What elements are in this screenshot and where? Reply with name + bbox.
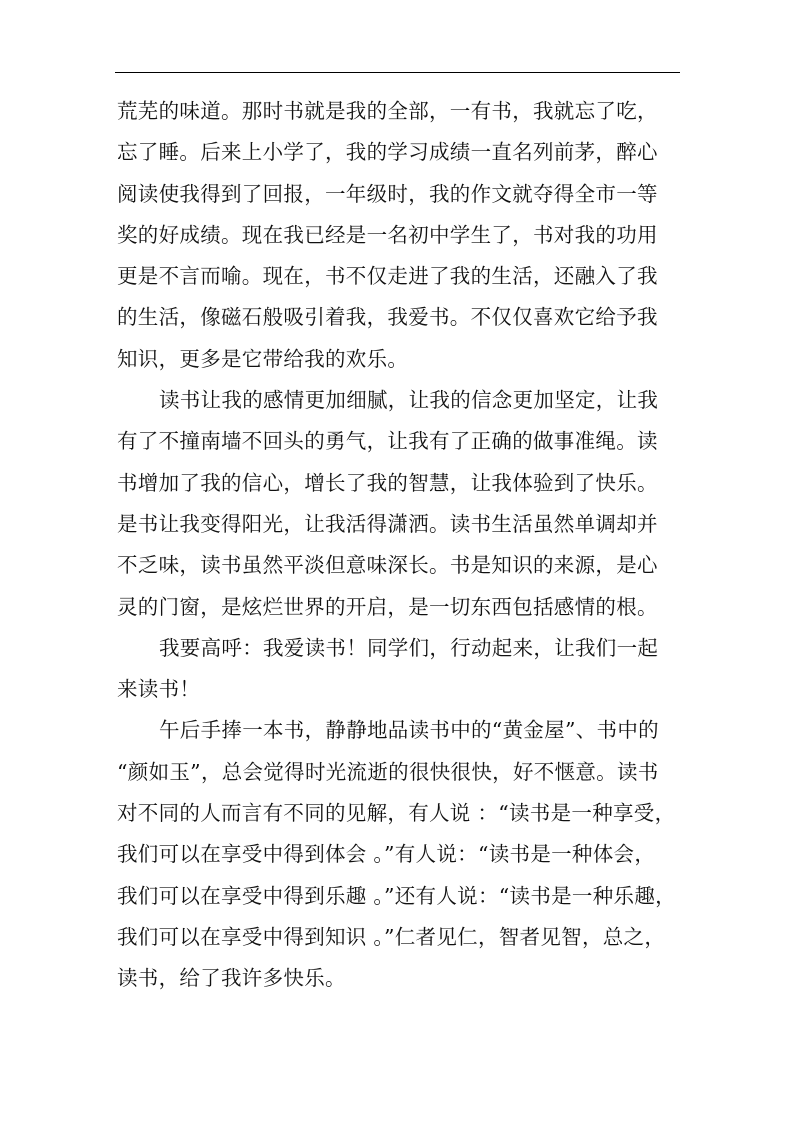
text-line: 奖的好成绩。现在我已经是一名初中学生了，书对我的功用 xyxy=(117,222,658,247)
text-line: 忘了睡。后来上小学了，我的学习成绩一直名列前茅，醉心 xyxy=(117,140,658,165)
text-line: 灵的门窗，是炫烂世界的开启，是一切东西包括感情的根。 xyxy=(117,594,658,619)
text-line: “颜如玉”，总会觉得时光流逝的很快很快，好不惬意。读书 xyxy=(117,759,659,784)
text-line: 我们可以在享受中得到乐趣 。”还有人说：“读书是一种乐趣， xyxy=(117,883,676,908)
body-text xyxy=(117,91,679,1000)
paragraph-start-line: 读书让我的感情更加细腻，让我的信念更加坚定，让我 xyxy=(159,388,659,413)
text-line: 我们可以在享受中得到体会 。”有人说：“读书是一种体会， xyxy=(117,842,656,867)
text-line: 知识，更多是它带给我的欢乐。 xyxy=(117,346,409,371)
text-line: 阅读使我得到了回报，一年级时，我的作文就夺得全市一等 xyxy=(117,181,658,206)
text-line: 的生活，像磁石般吸引着我，我爱书。不仅仅喜欢它给予我 xyxy=(117,305,658,330)
text-line: 荒芜的味道。那时书就是我的全部，一有书，我就忘了吃， xyxy=(117,99,658,123)
text-line: 我们可以在享受中得到知识 。”仁者见仁，智者见智，总之， xyxy=(117,924,666,949)
paragraph-start-line: 午后手捧一本书，静静地品读书中的“黄金屋”、书中的 xyxy=(159,718,659,743)
text-line: 是书让我变得阳光，让我活得潇洒。读书生活虽然单调却并 xyxy=(117,511,658,536)
text-line: 不乏味，读书虽然平淡但意味深长。书是知识的来源，是心 xyxy=(117,553,658,578)
text-line: 有了不撞南墙不回头的勇气，让我有了正确的做事准绳。读 xyxy=(117,429,658,454)
text-line: 更是不言而喻。现在，书不仅走进了我的生活，还融入了我 xyxy=(117,264,658,289)
text-line: 来读书！ xyxy=(117,677,201,702)
paragraph-start-line: 我要高呼：我爱读书！同学们，行动起来，让我们一起 xyxy=(159,635,659,660)
text-line: 读书，给了我许多快乐。 xyxy=(117,966,346,991)
text-line: 对不同的人而言有不同的见解，有人说 ：“读书是一种享受， xyxy=(117,801,676,826)
header-rule xyxy=(115,72,680,73)
text-line: 书增加了我的信心，增长了我的智慧，让我体验到了快乐。 xyxy=(117,470,658,495)
